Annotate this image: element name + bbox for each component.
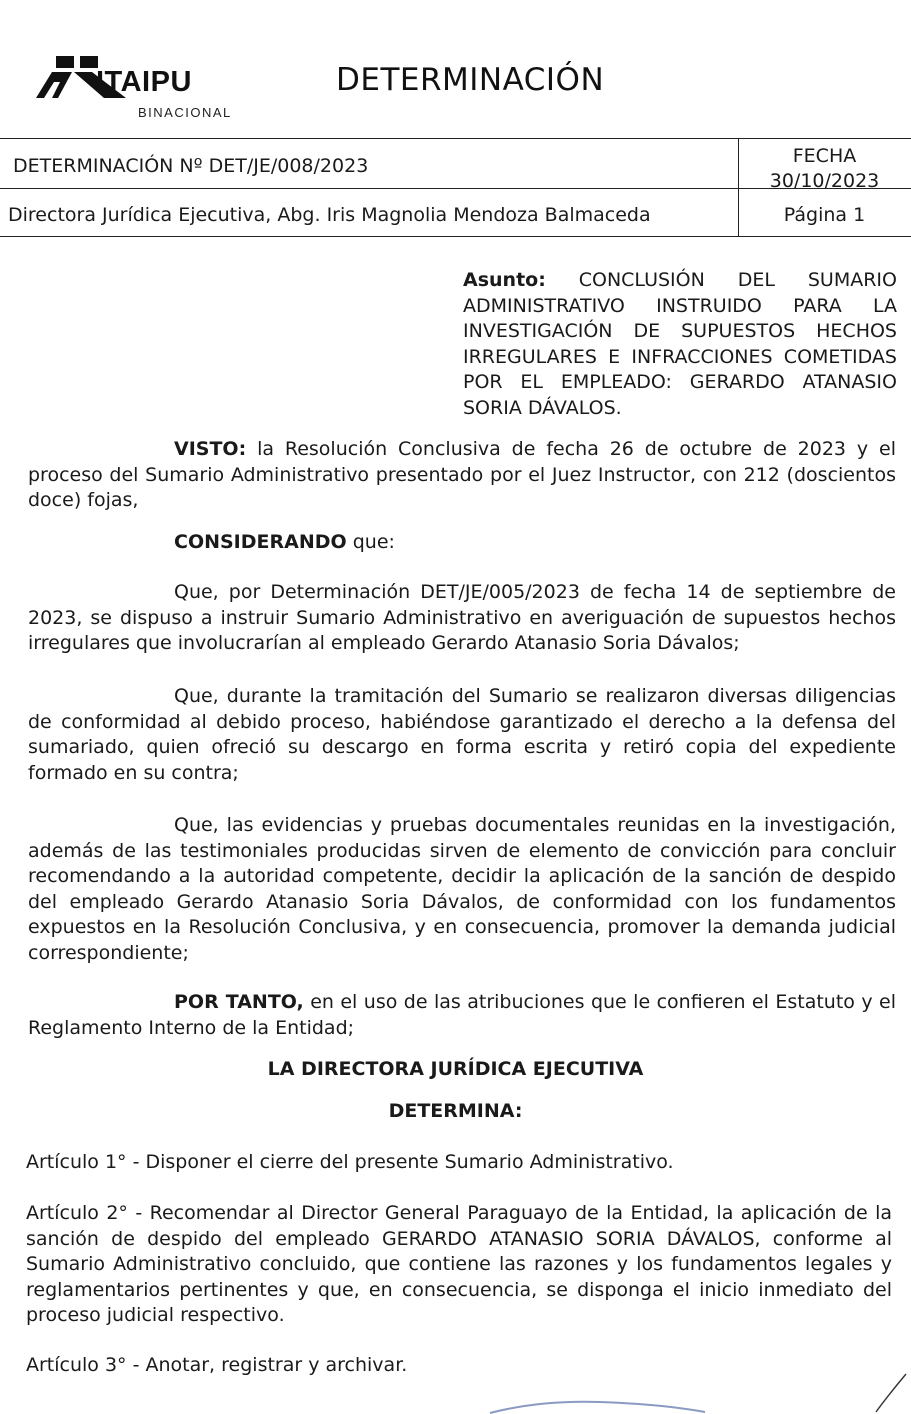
directora-line: Directora Jurídica Ejecutiva, Abg. Iris Magnolia Mendoza Balmaceda [8, 204, 651, 226]
por-tanto-text: en el uso de las atribuciones que le confieren el Estatuto y el Reglamento Interno de la Entidad; [28, 991, 896, 1039]
article-3: Artículo 3° - Anotar, registrar y archivar. [26, 1354, 408, 1376]
determination-number: DETERMINACIÓN Nº DET/JE/008/2023 [13, 155, 369, 177]
consideration-1 [28, 580, 896, 657]
signature-stroke-icon [860, 1372, 910, 1414]
considerando-paragraph [28, 530, 896, 556]
considerando-label: CONSIDERANDO [174, 531, 347, 553]
visto-label: VISTO: [174, 438, 247, 460]
considerando-text: que: [352, 531, 395, 553]
stamp-arc-icon [480, 1396, 710, 1414]
consideration-text: Que, durante la tramitación del Sumario se realizaron diversas diligencias de conformidad al debido proceso, habiéndose garantizado el derecho a la defensa del sumariado, quien ofreció su descargo en forma escrita y retiró copia del expediente formado en su contra; [28, 685, 896, 784]
subject-label: Asunto: [463, 269, 546, 291]
logo-wordmark: ITAIPU [96, 66, 192, 98]
visto-paragraph [28, 437, 896, 514]
article-1: Artículo 1° - Disponer el cierre del presente Sumario Administrativo. [26, 1151, 674, 1173]
subject-block [463, 268, 897, 421]
determina-heading: DETERMINA: [388, 1100, 523, 1122]
consideration-text: Que, por Determinación DET/JE/005/2023 de fecha 14 de septiembre de 2023, se dispuso a instruir Sumario Administrativo en averiguación de supuestos hechos irregulares que involucrarían al empleado Gerardo Atanasio Soria Dávalos; [28, 581, 896, 654]
document-title: DETERMINACIÓN [336, 62, 605, 98]
consideration-3 [28, 813, 896, 966]
fecha-label: FECHA [792, 145, 857, 167]
page-number: Página 1 [783, 204, 866, 226]
consideration-text: Que, las evidencias y pruebas documentales reunidas en la investigación, además de las testimoniales producidas sirven de elemento de convicción para concluir recomendando a la autoridad competente, decidir la aplicación de la sanción de despido del empleado Gerardo Atanasio Soria Dávalos, de conformidad con los fundamentos expuestos en la Resolución Conclusiva, y en consecuencia, promover la demanda judicial correspondiente; [28, 814, 896, 964]
fecha-value: 30/10/2023 [769, 170, 880, 192]
visto-text: la Resolución Conclusiva de fecha 26 de octubre de 2023 y el proceso del Sumario Administrativo presentado por el Juez Instructor, con 212 (doscientos doce) fojas, [28, 438, 896, 511]
por-tanto-label: POR TANTO, [174, 991, 304, 1013]
authority-heading: LA DIRECTORA JURÍDICA EJECUTIVA [267, 1058, 644, 1080]
subject-text: CONCLUSIÓN DEL SUMARIO ADMINISTRATIVO INSTRUIDO PARA LA INVESTIGACIÓN DE SUPUESTOS HECHOS IRREGULARES E INFRACCIONES COMETIDAS POR EL EMPLEADO: GERARDO ATANASIO SORIA DÁVALOS. [463, 269, 897, 419]
consideration-2 [28, 684, 896, 786]
article-2: Artículo 2° - Recomendar al Director General Paraguayo de la Entidad, la aplicación de la sanción de despido del empleado GERARDO ATANASIO SORIA DÁVALOS, conforme al Sumario Administrativo concluido, que contiene las razones y los fundamentos legales y reglamentarios pertinentes y que, en consecuencia, se disponga el inicio inmediato del proceso judicial respectivo. [26, 1202, 892, 1326]
por-tanto-paragraph [28, 990, 896, 1041]
header-table [0, 138, 911, 237]
logo-subtitle: BINACIONAL [138, 105, 232, 120]
